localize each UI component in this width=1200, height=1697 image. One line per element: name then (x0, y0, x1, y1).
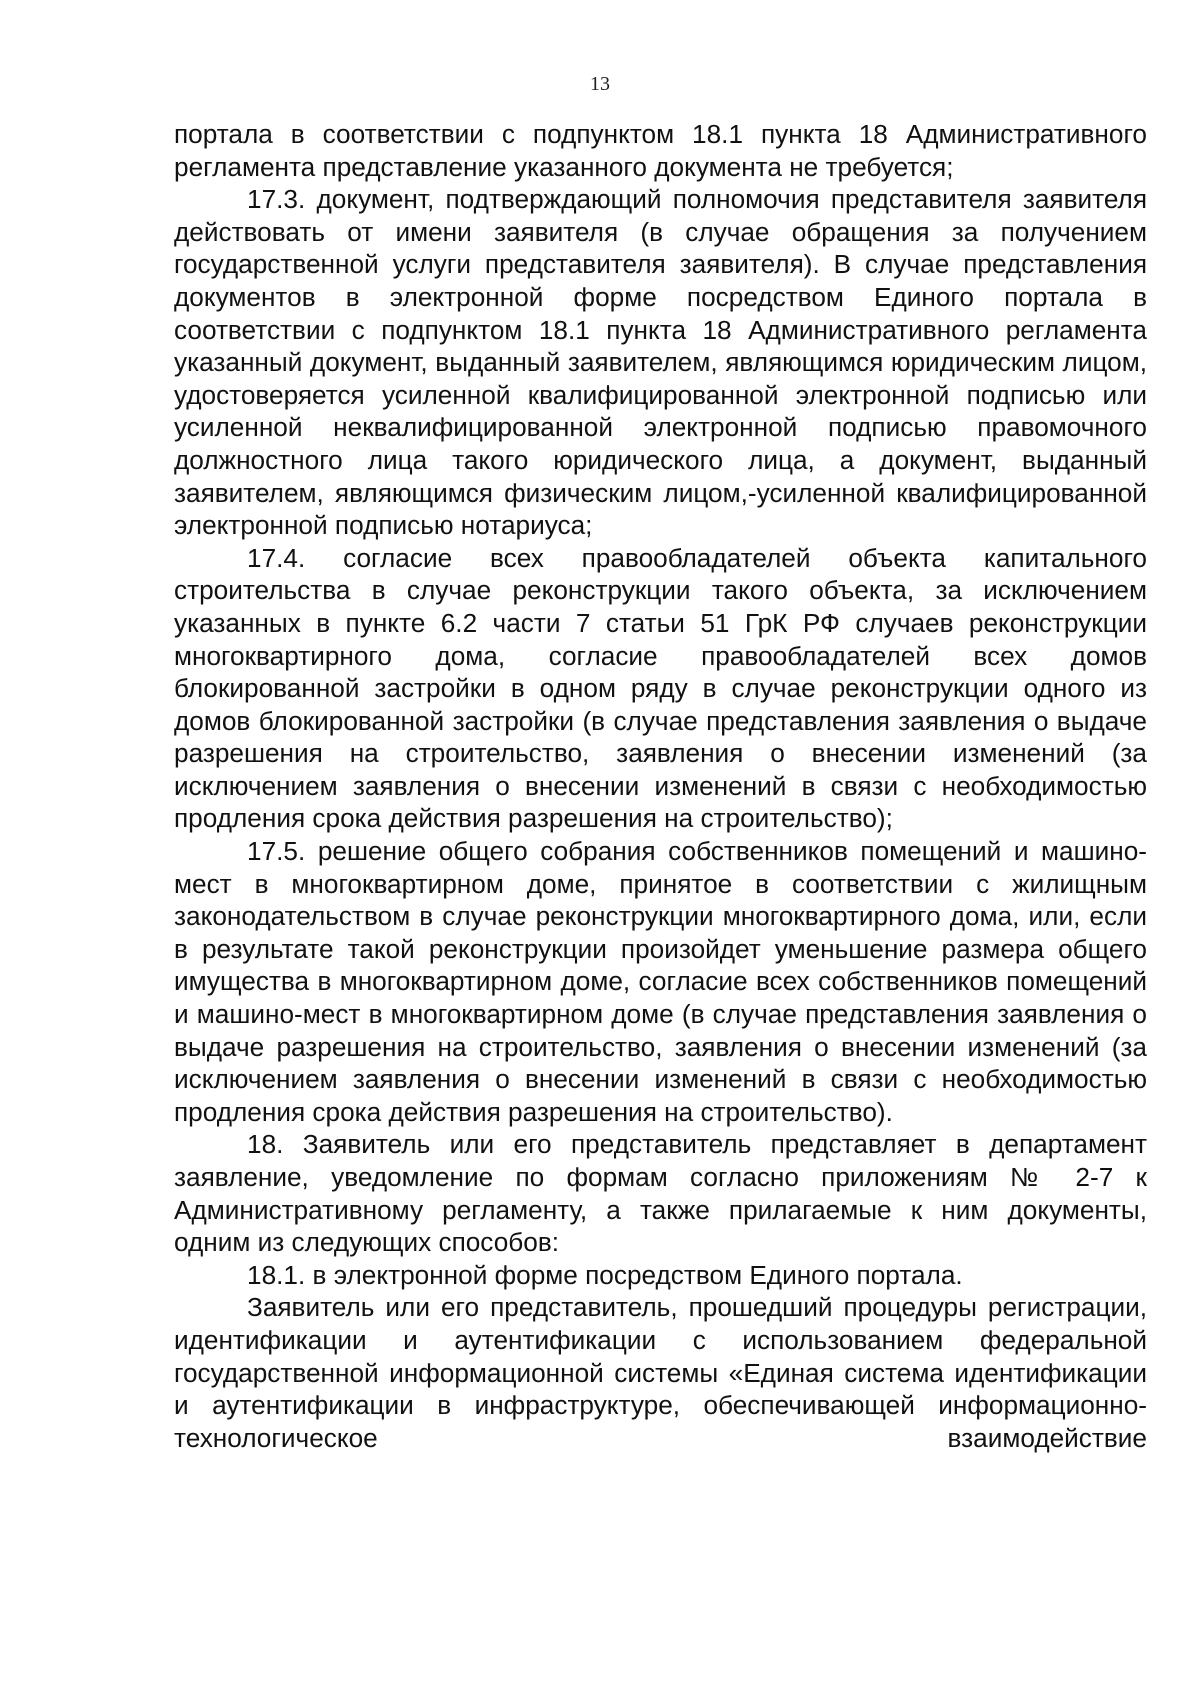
paragraph-17-3: 17.3. документ, подтверждающий полномочия представителя заявителя действовать от имени заявителя (в случае обращения за получением государственной услуги представителя заявителя). В случае представления документов в электронной форме посредством Единого портала в соответствии с подпунктом 18.1 пункта 18 Административного регламента указанный документ, выданный заявителем, являющимся юридическим лицом, удостоверяется усиленной квалифицированной электронной подписью или усиленной неквалифицированной электронной подписью правомочного должностного лица такого юридического лица, а документ, выданный заявителем, являющимся физическим лицом,-усиленной квалифицированной электронной подписью нотариуса; (174, 184, 1147, 541)
paragraph-17-4: 17.4. согласие всех правообладателей объекта капитального строительства в случае реконструкции такого объекта, за исключением указанных в пункте 6.2 части 7 статьи 51 ГрК РФ случаев реконструкции многоквартирного дома, согласие правообладателей всех домов блокированной застройки в одном ряду в случае реконструкции одного из домов блокированной застройки (в случае представления заявления о выдаче разрешения на строительство, заявления о внесении изменений (за исключением заявления о внесении изменений в связи с необходимостью продления срока действия разрешения на строительство); (174, 542, 1147, 834)
document-body (174, 118, 1147, 1454)
paragraph-18: 18. Заявитель или его представитель представляет в департамент заявление, уведомление по формам согласно приложениям № 2-7 к Административному регламенту, а также прилагаемые к ним документы, одним из следующих способов: (174, 1129, 1147, 1258)
paragraph-18-1: 18.1. в электронной форме посредством Единого портала. (247, 1259, 963, 1290)
page-number: 13 (590, 73, 610, 95)
paragraph-continuation: портала в соответствии с подпунктом 18.1 пункта 18 Административного регламента представление указанного документа не требуется; (174, 119, 1147, 182)
paragraph-17-5: 17.5. решение общего собрания собственников помещений и машино-мест в многоквартирном доме, принятое в соответствии с жилищным законодательством в случае реконструкции многоквартирного дома, или, если в результате такой реконструкции произойдет уменьшение размера общего имущества в многоквартирном доме, согласие всех собственников помещений и машино-мест в многоквартирном доме (в случае представления заявления о выдаче разрешения на строительство, заявления о внесении изменений (за исключением заявления о внесении изменений в связи с необходимостью продления срока действия разрешения на строительство). (174, 836, 1147, 1127)
paragraph-applicant: Заявитель или его представитель, прошедший процедуры регистрации, идентификации и аутентификации с использованием федеральной государственной информационной системы «Единая система идентификации и аутентификации в инфраструктуре, обеспечивающей информационно-технологическое взаимодействие (174, 1292, 1147, 1453)
